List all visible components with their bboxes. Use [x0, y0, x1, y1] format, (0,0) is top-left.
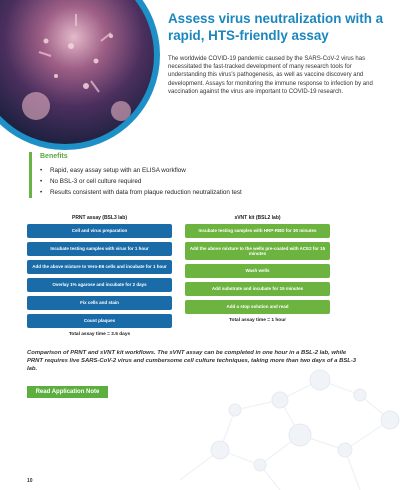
page-title: Assess virus neutralization with a rapid, HTS-friendly assay	[168, 11, 384, 43]
figure-caption: Comparison of PRNT and sVNT kit workflows. The sVNT assay can be completed in one hour in a BSL-2 lab, while PRNT requires live SARS-CoV-2 virus and cumbersome cell culture techniques, taking more than two days of a BSL-3 lab.	[27, 350, 357, 373]
svnt-header: sVNT kit (BSL2 lab)	[234, 215, 281, 221]
svnt-step: Add substrate and incubate for 15 minutes	[185, 282, 330, 296]
svnt-total-time: Total assay time = 1 hour	[228, 318, 287, 323]
svnt-step: Wash wells	[185, 264, 330, 278]
prnt-step: Overlay 1% agarose and incubate for 2 days	[27, 278, 172, 292]
benefits-title: Benefits	[40, 153, 68, 160]
benefits-section	[29, 152, 369, 198]
svnt-step: Incubate testing samples with HRP-RBD for 30 minutes	[185, 224, 330, 238]
prnt-step: Incubate testing samples with virus for 1 hour	[27, 242, 172, 256]
prnt-step: Cell and virus preparation	[27, 224, 172, 238]
prnt-step: Count plaques	[27, 314, 172, 328]
benefit-item: • No BSL-3 or cell culture required	[40, 178, 142, 185]
svnt-step: Add the above mixture to the wells pre-coated with ACE2 for 15 minutes	[185, 242, 330, 260]
prnt-workflow-column	[27, 215, 172, 337]
benefit-item: • Results consistent with data from plaque reduction neutralization test	[40, 189, 242, 196]
benefits-list	[40, 165, 369, 198]
prnt-total-time: Total assay time = 2.5 days	[68, 332, 131, 337]
benefit-item: • Rapid, easy assay setup with an ELISA workflow	[40, 167, 186, 174]
virus-hero-image	[0, 0, 160, 150]
svnt-workflow-column	[185, 215, 330, 323]
prnt-step: Fix cells and stain	[27, 296, 172, 310]
svnt-step: Add a stop solution and read	[185, 300, 330, 314]
read-application-note-button[interactable]: Read Application Note	[27, 386, 108, 398]
prnt-header: PRNT assay (BSL3 lab)	[71, 215, 128, 221]
intro-paragraph: The worldwide COVID-19 pandemic caused by the SARS-CoV-2 virus has necessitated the fast-tracked development of many research tools for understanding this virus's pathogenesis, as well as vaccine discovery and development. Assays for monitoring the immune response to infection by and vaccination against the virus are important to COVID-19 research.	[168, 56, 373, 95]
page-number: 10	[27, 478, 33, 484]
prnt-step: Add the above mixture to Vero-E6 cells and incubate for 1 hour	[27, 260, 172, 274]
